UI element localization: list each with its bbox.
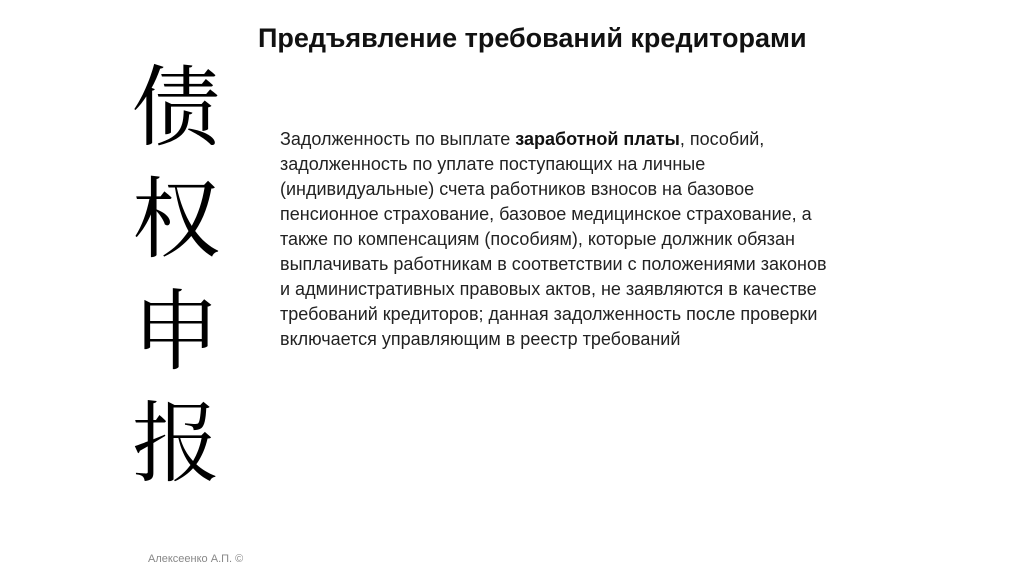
body-text-bold: заработной платы (515, 129, 680, 149)
slide-title: Предъявление требований кредиторами (258, 23, 807, 53)
body-text-rest: , пособий, задолженность по уплате поступающих на личные (индивидуальные) счета работников взносов на базовое пенсионное страхование, базовое медицинское страхование, а также по компенсациям (пособиям), которые должник обязан выплачивать работникам в соответствии с положениями законов и административных правовых актов, не заявляются в качестве требований кредиторов; данная задолженность после проверки включается управляющим в реестр требований (280, 129, 827, 349)
footer-author: Алексеенко А.П. © (148, 553, 244, 565)
hanzi-char-3: 申 (131, 280, 220, 383)
hanzi-char-2: 权 (131, 168, 220, 271)
hanzi-column (120, 52, 232, 500)
body-text-start: Задолженность по выплате (280, 129, 516, 149)
hanzi-char-1: 债 (131, 56, 220, 159)
hanzi-char-4: 报 (131, 392, 220, 495)
body-paragraph (280, 127, 840, 352)
